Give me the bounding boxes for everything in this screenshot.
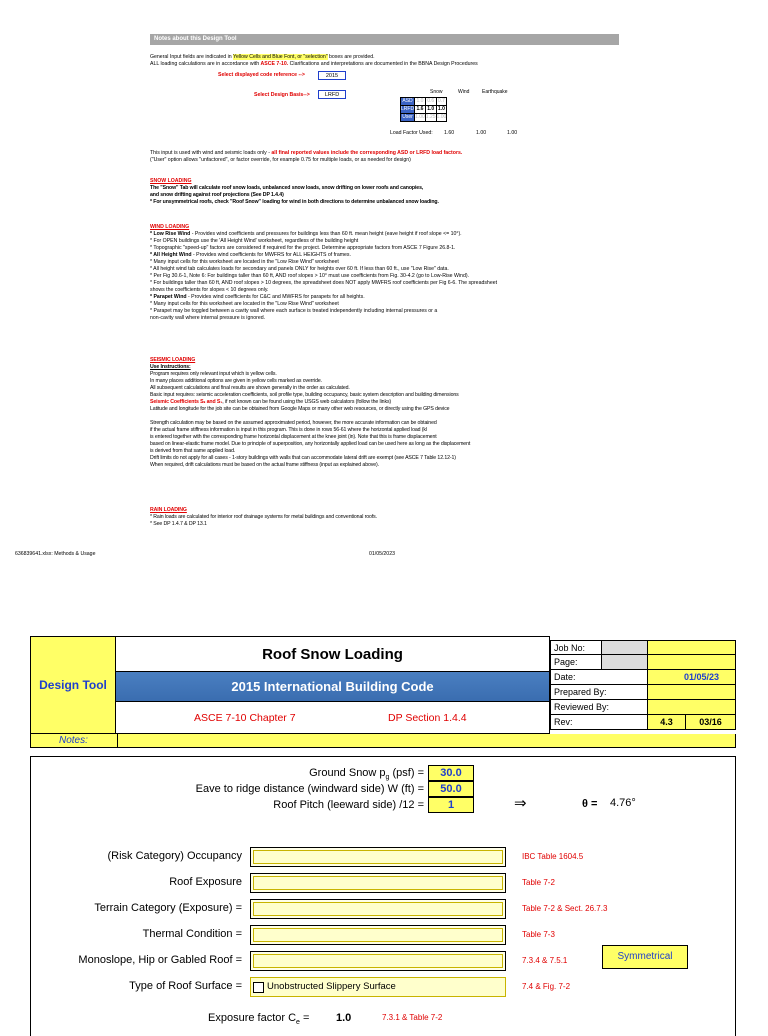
wind-section	[150, 224, 620, 322]
lf-grid	[400, 97, 447, 122]
terrain-category-ref: Table 7-2 & Sect. 26.7.3	[522, 904, 608, 913]
lf-cell[interactable]: 1.25	[425, 114, 436, 120]
asce-row	[116, 702, 550, 734]
wind-line: * Many input cells for this worksheet are located in the "Low Rise Wind" worksheet	[150, 301, 339, 308]
intro-line-2-pre: ALL loading calculations are in accordance with	[150, 61, 261, 68]
intro-text	[150, 54, 620, 68]
roof-surface-text: Unobstructed Slippery Surface	[267, 981, 396, 992]
lf-cell: 1.0	[437, 106, 445, 112]
wind-line	[150, 294, 620, 301]
pitch-input[interactable]: 1	[428, 797, 474, 813]
design-basis-label: Select Design Basis-->	[254, 92, 310, 98]
ground-snow-input[interactable]: 30.0	[428, 765, 474, 781]
input-usage-pre: This input is used with wind and seismic loads only -	[150, 150, 272, 156]
intro-line-1-pre: General Input fields are indicated in	[150, 54, 233, 60]
snow-title: SNOW LOADING	[150, 178, 192, 184]
wind-line: * For OPEN buildings use the 'All Height Wind' worksheet, regardless of the building height	[150, 238, 359, 245]
roof-surface-ref: 7.4 & Fig. 7-2	[522, 982, 571, 991]
lf-row-label: ASD	[402, 98, 413, 104]
lf-cell: 1.0	[416, 98, 424, 104]
seismic-line: All subsequent calculations and final results are shown generally in the order as calculated.	[150, 385, 350, 392]
seismic-section	[150, 357, 620, 469]
lf-header-snow: Snow	[430, 89, 443, 95]
roof-snow-sheet	[30, 636, 736, 1026]
lf-row-lrfd	[401, 106, 447, 114]
seismic-coef-rest: , if not known can be found using the USGS web calculators (follow the links)	[222, 399, 392, 406]
rain-line-2: * See DP 1.4.7 & DP 13.1	[150, 521, 207, 528]
occupancy-select-inner	[253, 850, 503, 864]
snow-line-3: * For unsymmetrical roofs, check "Roof Snow" loading for wind in both directions to determine unbalanced snow loading.	[150, 199, 439, 206]
seismic-lat-line: Latitude and longitude for the job site can be obtained from Google Maps or many other web resources, or directly using the GPS device	[150, 406, 450, 413]
terrain-category-select-inner	[253, 902, 503, 916]
info-value-prepared[interactable]	[648, 685, 736, 700]
wind-line: * For buildings taller than 60 ft, AND roof slopes > 10 degrees, the spreadsheet does NOT apply MWFRS roof coefficients per Fig 6-6. The spreadsheet	[150, 280, 498, 287]
roof-shape-select-inner	[253, 954, 503, 968]
notes-row[interactable]	[30, 734, 736, 748]
lf-row-label: LRFD	[401, 106, 415, 112]
wind-line-text: - Provides wind coefficients for MWFRS for ALL HEIGHTS of frames.	[191, 252, 351, 259]
ground-snow-label-text: Ground Snow p	[309, 767, 386, 779]
roof-exposure-select-inner	[253, 876, 503, 890]
wind-line: * Topographic "speed-up" factors are considered if required for the project. Determine appropriate factors from ASCE 7 Figure 26.8-1.	[150, 245, 456, 252]
intro-highlight: Yellow Cells and Blue Font, or "selection"	[232, 54, 328, 60]
info-grid	[550, 640, 736, 734]
theta-label: θ =	[582, 798, 598, 810]
sheet-title: Roof Snow Loading	[262, 645, 403, 663]
seismic-para-line: is entered together with the corresponding frame horizontal displacement at the knee joint (in). Note that this is frame displacement	[150, 434, 437, 441]
wind-line: * All height wind tab calculates loads for secondary and panels ONLY for heights over 60 ft. If less than 60 ft., use "Low Rise" data.	[150, 266, 449, 273]
asce-chapter: ASCE 7-10 Chapter 7	[194, 712, 296, 724]
asce-code-ref: ASCE 7-10.	[260, 61, 289, 68]
snow-line-1: The "Snow" Tab will calculate roof snow loads, unbalanced snow loads, snow drifting on lower roofs and canopies,	[150, 185, 424, 192]
roof-shape-select[interactable]	[250, 951, 506, 971]
seismic-para-line: Strength calculation may be based on the assumed approximated period, however, the more accurate information can be obtained	[150, 420, 437, 427]
wind-line: * Many input cells for this worksheet are located in the "Low Rise Wind" worksheet	[150, 259, 339, 266]
lf-cell: 1.6	[416, 106, 424, 112]
lf-cell: 0.6	[427, 98, 435, 104]
design-tool-label: Design Tool	[39, 678, 107, 692]
wind-line	[150, 252, 620, 259]
roof-shape-label: Monoslope, Hip or Gabled Roof =	[78, 954, 242, 966]
terrain-category-label: Terrain Category (Exposure) =	[94, 902, 242, 914]
lf-cell: 0.7	[437, 98, 445, 104]
exposure-factor-sub: e	[296, 1019, 300, 1027]
wind-line-text: - Provides wind coefficients and pressures for buildings less than 60 ft. mean height (eave height if roof slope <= 10°).	[190, 231, 462, 238]
seismic-line: Program requires only relevant input which is yellow cells.	[150, 371, 277, 378]
footer-date: 01/05/2023	[369, 551, 395, 557]
seismic-coef-red: Seismic Coefficients Sₛ and S₁	[150, 399, 223, 406]
terrain-category-select[interactable]	[250, 899, 506, 919]
thermal-condition-select-inner	[253, 928, 503, 942]
roof-surface-option[interactable]	[250, 977, 506, 997]
roof-shape-ref: 7.3.4 & 7.5.1	[522, 956, 568, 965]
seismic-use-title: Use Instructions:	[150, 364, 191, 371]
code-bar	[116, 672, 550, 702]
roof-exposure-label: Roof Exposure	[169, 876, 242, 888]
rain-title: RAIN LOADING	[150, 507, 187, 513]
wind-line-bold: * All Height Wind	[150, 252, 192, 259]
info-label-job: Job No:	[550, 640, 602, 655]
lf-header-earthquake: Earthquake	[482, 89, 508, 95]
intro-line-1	[150, 54, 620, 61]
code-ref-select[interactable]: 2015	[318, 71, 346, 80]
lf-cell[interactable]: 1.00	[436, 114, 447, 120]
code-title: 2015 International Building Code	[231, 679, 434, 694]
code-ref-label: Select displayed code reference -->	[218, 72, 305, 78]
arrow-right-icon: ⇒	[514, 795, 527, 812]
info-value-reviewed[interactable]	[648, 700, 736, 715]
seismic-coef-line	[150, 399, 620, 406]
wind-line: * Per Fig 30.6-1, Note 6: For buildings taller than 60 ft, AND roof slopes > 10° must use coefficients from Fig. 30-4.2 (go to Low-Rise Wind).	[150, 273, 469, 280]
eave-label: Eave to ridge distance (windward side) W (ft) =	[195, 783, 424, 795]
intro-line-1-post: boxes are provided.	[327, 54, 375, 60]
roof-surface-label: Type of Roof Surface =	[129, 980, 242, 992]
roof-surface-checkbox[interactable]	[253, 982, 264, 993]
lf-row-asd	[401, 98, 447, 106]
symmetrical-badge: Symmetrical	[602, 945, 688, 969]
roof-exposure-ref: Table 7-2	[522, 878, 555, 887]
seismic-para-line: When required, drift calculations must be based on the actual frame stiffness (input as explained above).	[150, 462, 380, 469]
notes-divider	[117, 734, 118, 747]
input-usage-red: all final reported values include the corresponding ASD or LRFD load factors.	[271, 150, 463, 156]
seismic-line: In many places additional options are given in yellow cells marked as override.	[150, 378, 323, 385]
rain-section	[150, 507, 620, 528]
dp-section: DP Section 1.4.4	[388, 712, 467, 724]
info-value-job[interactable]	[648, 640, 736, 655]
seismic-para-line: based on linear-elastic frame model. Due to principle of superposition, any horizontally applied load can be used here as long as the displacement	[150, 441, 471, 448]
lf-cell[interactable]: 1.00	[415, 114, 425, 120]
wind-line: shows the coefficients for slopes < 10 degrees only.	[150, 287, 269, 294]
exposure-factor-ref: 7.3.1 & Table 7-2	[382, 1013, 443, 1022]
seismic-para-line: Drift limits do not apply for all cases - 1-story buildings with walls that can accommodate lateral drift are exempt (see ASCE 7 Table 12.12-1)	[150, 455, 456, 462]
load-factor-used-earthquake: 1.00	[507, 130, 518, 136]
eave-input[interactable]: 50.0	[428, 781, 474, 797]
snow-line-2: and snow drifting against roof projections (See DP 1.4.4)	[150, 192, 284, 199]
rain-line-1: * Rain loads are calculated for interior roof drainage systems for metal buildings and conventional roofs.	[150, 514, 378, 521]
info-value-page[interactable]	[648, 655, 736, 670]
info-label-prepared: Prepared By:	[550, 685, 648, 700]
spacer	[150, 413, 620, 420]
pitch-label: Roof Pitch (leeward side) /12 =	[273, 799, 424, 811]
intro-line-2	[150, 61, 620, 68]
thermal-condition-ref: Table 7-3	[522, 930, 555, 939]
wind-line: * Parapet may be toggled between a cavity wall where each surface is treated independently including internal pressures or a	[150, 308, 438, 315]
occupancy-ref: IBC Table 1604.5	[522, 852, 584, 861]
lf-row-label: User	[402, 114, 413, 120]
thermal-condition-select[interactable]	[250, 925, 506, 945]
design-tool-box	[30, 636, 116, 734]
info-label-date: Date:	[550, 670, 648, 685]
info-label-page: Page:	[550, 655, 602, 670]
roof-exposure-select[interactable]	[250, 873, 506, 893]
seismic-para-line: is derived from that same applied load.	[150, 448, 236, 455]
ground-snow-label	[180, 767, 424, 781]
notes-header: Notes about this Design Tool	[150, 34, 619, 45]
load-factor-used-wind: 1.00	[476, 130, 487, 136]
seismic-line: Basic input requires: seismic acceleration coefficients, soil profile type, building occupancy, basic system description and building dimensions	[150, 392, 459, 399]
wind-line: non-cavity wall where internal pressure is ignored.	[150, 315, 266, 322]
notes-label: Notes:	[59, 735, 88, 746]
exposure-factor-label	[208, 1012, 309, 1026]
info-value-date[interactable]: 01/05/23	[648, 670, 736, 685]
info-gray	[602, 640, 648, 655]
user-option-line: ("User" option allows "unfactored", or factor override, for example 0.75 for multiple loads, or as needed for design)	[150, 157, 411, 164]
info-label-reviewed: Reviewed By:	[550, 700, 648, 715]
info-value-rev[interactable]: 4.3	[648, 715, 686, 730]
title-cell	[116, 636, 550, 672]
info-gray	[602, 655, 648, 670]
wind-line-bold: * Parapet Wind	[150, 294, 187, 301]
input-usage-note	[150, 150, 620, 164]
seismic-title: SEISMIC LOADING	[150, 357, 196, 363]
thermal-condition-label: Thermal Condition =	[142, 928, 242, 940]
seismic-para-line: if the actual frame stiffness information is input in this program. This is done in rows 56-61 where the horizontal applied load (kl	[150, 427, 427, 434]
lf-header-wind: Wind	[458, 89, 470, 95]
ground-snow-sub: g	[385, 774, 390, 782]
theta-value: 4.76°	[610, 797, 636, 809]
occupancy-select[interactable]	[250, 847, 506, 867]
snow-section	[150, 178, 620, 206]
occupancy-label: (Risk Category) Occupancy	[107, 850, 242, 862]
load-factor-used-label: Load Factor Used:	[390, 130, 433, 136]
design-basis-select[interactable]: LRFD	[318, 90, 346, 99]
load-factor-used-snow: 1.60	[444, 130, 455, 136]
ground-snow-unit: (psf) =	[389, 767, 424, 779]
wind-line	[150, 231, 620, 238]
lf-cell: 1.0	[427, 106, 435, 112]
wind-title: WIND LOADING	[150, 224, 190, 230]
lf-row-user	[401, 114, 447, 122]
intro-line-2-post: Clarifications and interpretations are documented in the BBNA Design Procedures	[288, 61, 478, 68]
info-value-rev-date[interactable]: 03/16	[686, 715, 736, 730]
wind-line-bold: * Low Rise Wind	[150, 231, 191, 238]
exposure-factor-label-text: Exposure factor C	[208, 1012, 297, 1024]
input-usage-line	[150, 150, 620, 157]
info-label-rev: Rev:	[550, 715, 648, 730]
wind-line-text: - Provides wind coefficients for C&C and MWFRS for parapets for all heights.	[186, 294, 365, 301]
exposure-factor-value: 1.0	[336, 1012, 352, 1024]
exposure-factor-eq: =	[299, 1012, 310, 1024]
footer-filename: 636839641.xlsx: Methods & Usage	[15, 551, 96, 557]
